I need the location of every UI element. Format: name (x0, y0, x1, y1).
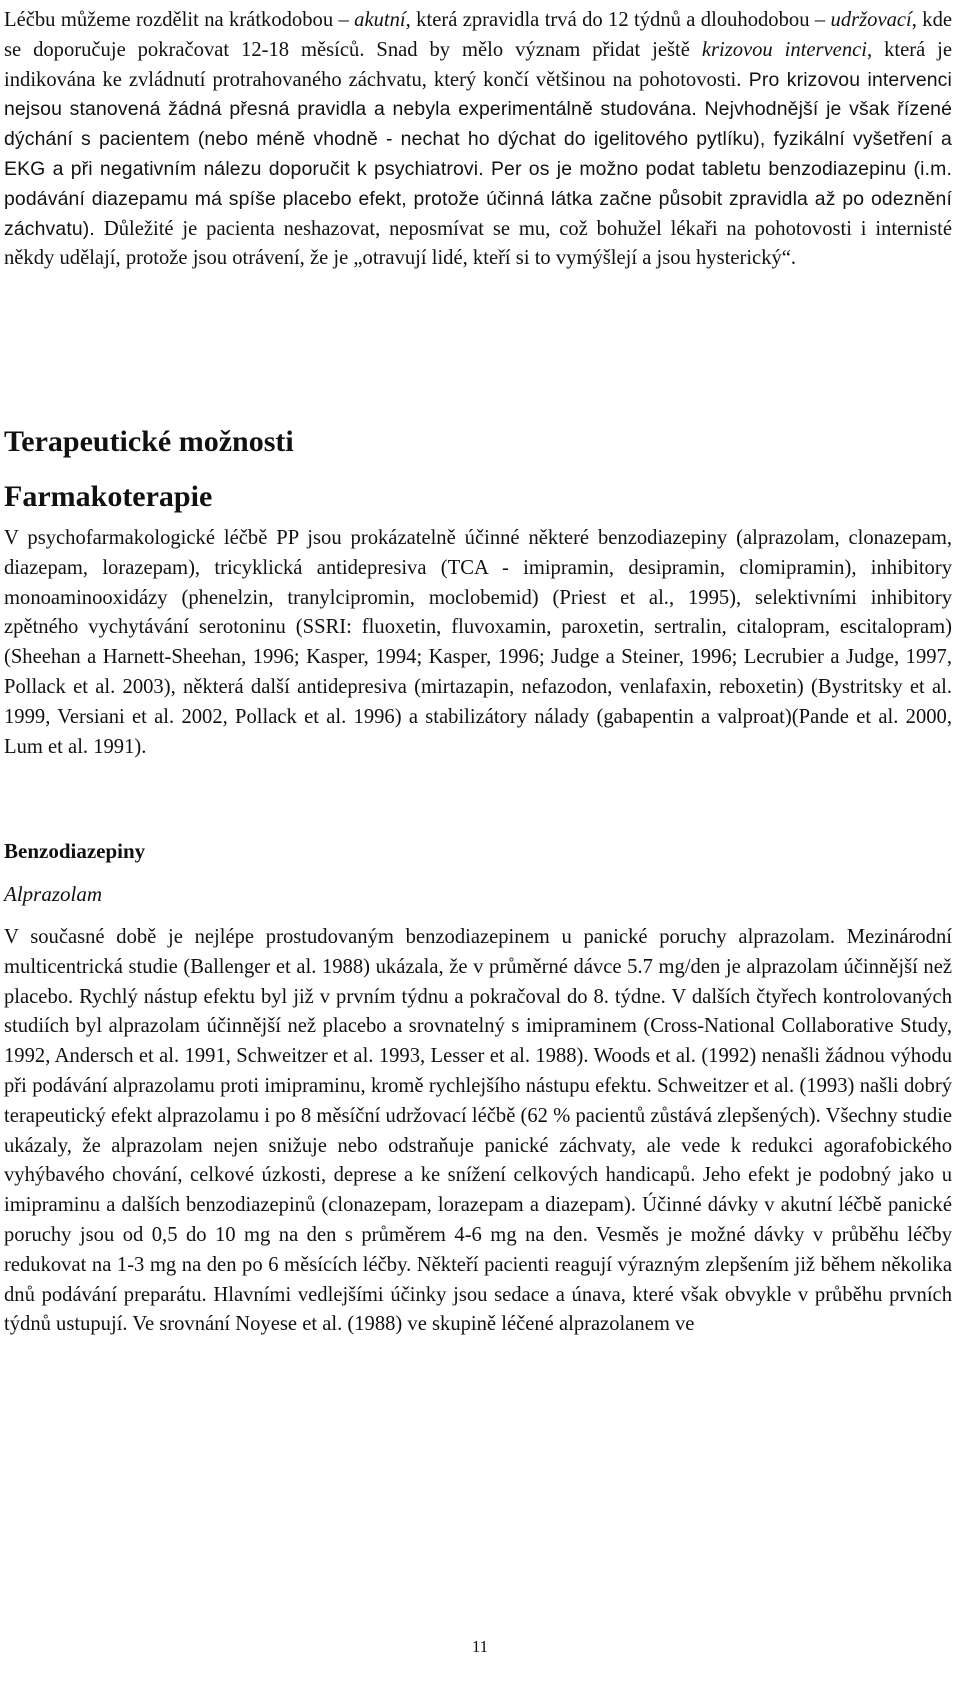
intro-text-4: , která je indikována ke zvládnutí protrahovaného záchvatu, který končí většinou na pohotovosti. (4, 38, 953, 91)
alprazolam-paragraph: V současné době je nejlépe prostudovaným benzodiazepinem u panické poruchy alprazolam. Mezinárodní multicentrická studie (Ballenger et al. 1988) ukázala, že v průměrné dávce 5.7 mg/den je alprazolam účinnější než placebo. Rychlý nástup efektu byl již v prvním týdnu a pokračoval do 8. týdne. V dalších čtyřech kontrolovaných studiích byl alprazolam účinnější než placebo a srovnatelný s imipraminem (Cross-National Collaborative Study, 1992, Andersch et al. 1991, Schweitzer et al. 1993, Lesser et al. 1988). Woods et al. (1992) nenašli žádnou výhodu při podávání alprazolamu proti imipraminu, kromě rychlejšího nástupu efektu. Schweitzer et al. (1993) našli dobrý terapeutický efekt alprazolamu i po 8 měsíční udržovací léčbě (62 % pacientů zůstává zlepšených). Všechny studie ukázaly, že alprazolam nejen snižuje nebo odstraňuje panické záchvaty, ale vede k redukci agorafobického vyhýbavého chování, celkové úzkosti, deprese a ke snížení celkových handicapů. Jeho efekt je podobný jako u imipraminu a dalších benzodiazepinů (clonazepam, lorazepam a diazepam). Účinné dávky v akutní léčbě panické poruchy jsou od 0,5 do 10 mg na den s průměrem 4-6 mg na den. Vesměs je možné dávky v průběhu léčby redukovat na 1-3 mg na den po 6 měsících léčby. Někteří pacienti reagují výrazným zlepšením již během několika dnů podávání preparátu. Hlavními vedlejšími účinky jsou sedace a únava, které však obvykle v průběhu prvních týdnů ustupují. Ve srovnání Noyese et al. (1988) ve skupině léčené alprazolanem ve (4, 926, 952, 1336)
intro-text-1: Léčbu můžeme rozdělit na krátkodobou – (4, 9, 355, 31)
subsection-heading: Farmakoterapie (4, 480, 213, 513)
intro-emphasis-udrzovaci: udržovací (830, 9, 912, 31)
document-page (4, 6, 953, 1336)
intro-emphasis-akutni: akutní (354, 9, 406, 31)
section-heading: Terapeutické možnosti (4, 425, 294, 458)
intro-text-5: Pro krizovou intervenci nejsou stanovená žádná přesná pravidla a nebyla experimentálně studována. Nejvhodnější je však řízené dýchání s pacientem (nebo méně vhodně - nechat ho dýchat do igelitového pytlíku), fyzikální vyšetření a EKG a při negativním nálezu doporučit k psychiatrovi. Per os je možno podat tabletu benzodiazepinu (i.m. podávání diazepamu má spíše placebo efekt, protože účinná látka začne působit zpravidla až po odeznění záchvatu). (4, 68, 952, 240)
intro-paragraph (4, 6, 952, 274)
farmakoterapie-paragraph: V psychofarmakologické léčbě PP jsou prokázatelně účinné některé benzodiazepiny (alprazolam, clonazepam, diazepam, lorazepam), tricyklická antidepresiva (TCA - imipramin, desipramin, clomipramin), inhibitory monoaminooxidázy (phenelzin, tranylcipromin, moclobemid) (Priest et al., 1995), selektivními inhibitory zpětného vychytávání serotoninu (SSRI: fluoxetin, fluvoxamin, paroxetin, sertralin, citalopram, escitalopram) (Sheehan a Harnett-Sheehan, 1996; Kasper, 1994; Kasper, 1996; Judge a Steiner, 1996; Lecrubier a Judge, 1997, Pollack et al. 2003), některá další antidepresiva (mirtazapin, nefazodon, venlafaxin, reboxetin) (Bystritsky et al. 1999, Versiani et al. 2002, Pollack et al. 1996) a stabilizátory nálady (gabapentin a valproat)(Pande et al. 2000, Lum et al. 1991). (4, 527, 952, 758)
benzodiazepiny-heading: Benzodiazepiny (4, 839, 146, 863)
intro-text-3: , kde se doporučuje pokračovat 12-18 měsíců. Snad by mělo význam přidat ještě (4, 9, 953, 61)
alprazolam-heading: Alprazolam (4, 882, 103, 906)
intro-emphasis-krizova: krizovou intervenci (701, 38, 867, 61)
intro-text-2: , která zpravidla trvá do 12 týdnů a dlouhodobou – (405, 9, 831, 31)
page-number: 11 (471, 1637, 489, 1656)
intro-text-6: Důležité je pacienta neshazovat, neposmívat se mu, což bohužel lékaři na pohotovosti i internisté někdy udělají, protože jsou otrávení, že je „otravují lidé, kteří si to vymýšlejí a jsou hysterický“. (4, 217, 952, 270)
